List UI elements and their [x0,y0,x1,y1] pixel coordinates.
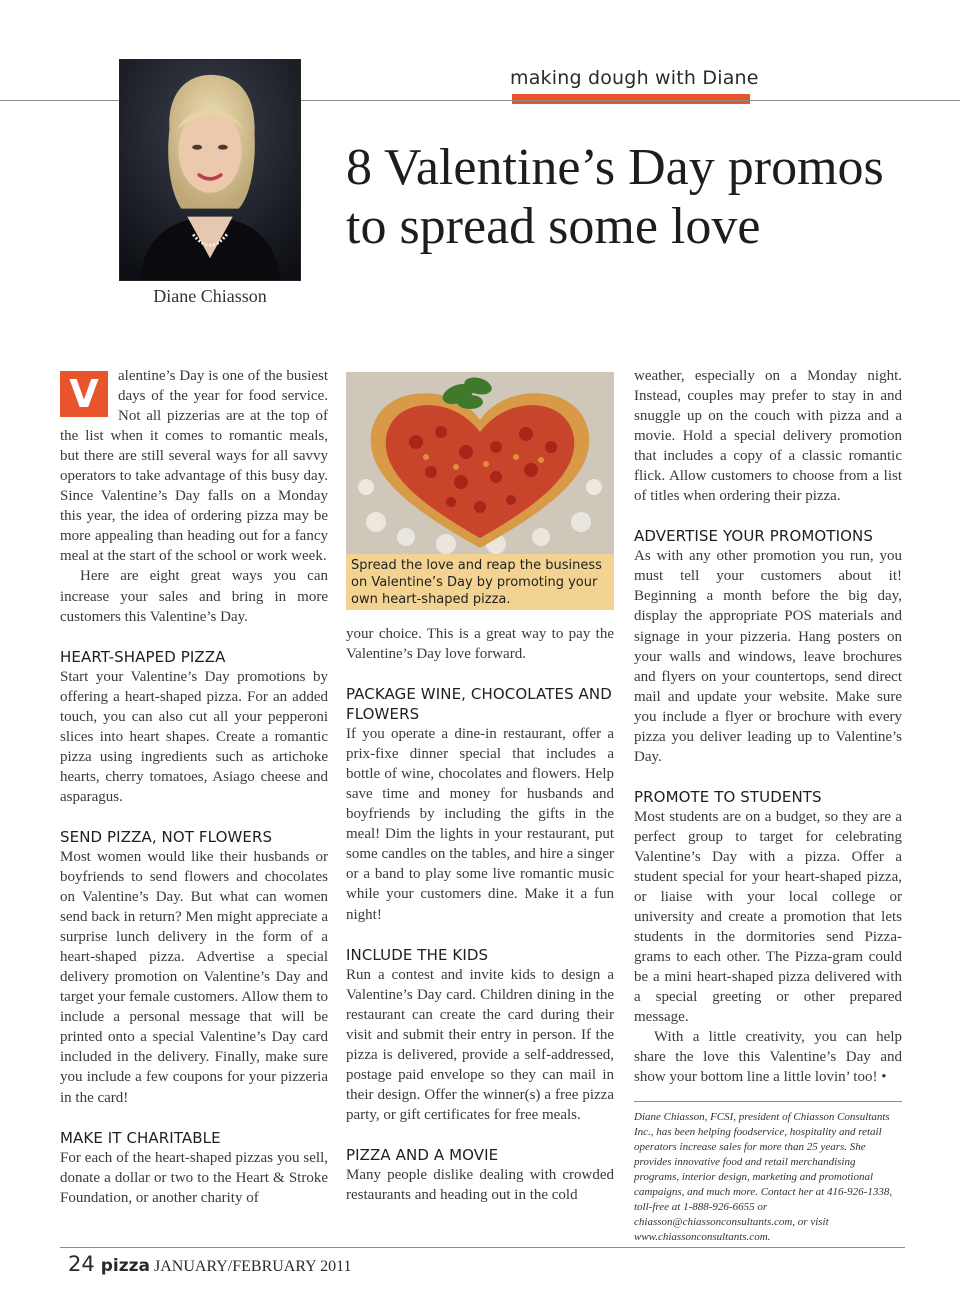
section-heading-heart-shaped-pizza: HEART-SHAPED PIZZA [60,647,226,666]
issue-date: JANUARY/FEBRUARY 2011 [154,1258,352,1275]
column-3 [634,366,902,1088]
author-bio: Diane Chiasson, FCSI, president of Chiasson Consultants Inc., has been helping foodservice, hospitality and retail operators increase sales for more than 25 years. She provides innovative food and retail merchandising programs, interior design, marketing and promotional campaigns, and much more. Contact her at 416-926-1338, toll-free at 1-888-926-6655 or chiasson@chiassonconsultants.com, or visit www.chiassonconsultants.com. [634,1111,893,1243]
column-2 [346,624,614,1205]
closing-paragraph: With a little creativity, you can help share the love this Valentine’s Day and show your bottom line a little lovin’ too! • [634,1029,902,1086]
column-tag: making dough with Diane [510,67,759,89]
section-body-make-it-charitable-cont: your choice. This is a great way to pay the Valentine’s Day love forward. [346,626,614,663]
photo-caption: Spread the love and reap the business on Valentine’s Day by promoting your own heart-shaped pizza. [346,554,614,610]
section-body-promote-to-students: Most students are on a budget, so they are a perfect group to target for celebrating Valentine’s Day with a pizza. Offer a student special for your heart-shaped pizza, or liaise with your local college or university and create a promotion that lets students in the dormitories send Pizza-grams to each other. The Pizza-gram could be a mini heart-shaped pizza delivered with a special greeting or other prepared message. [634,808,902,1026]
section-body-pizza-and-a-movie-cont: weather, especially on a Monday night. Instead, couples may prefer to stay in and snuggle up on the couch with pizza and a movie. Hold a special delivery promotion that includes a copy of a classic romantic flick. Allow customers to choose from a list of titles when ordering their pizza. [634,368,902,505]
bio-divider [634,1101,902,1102]
section-heading-include-the-kids: INCLUDE THE KIDS [346,945,489,964]
section-body-include-the-kids: Run a contest and invite kids to design a Valentine’s Day card. Children dining in the restaurant can create the card during their visit and submit their entry in person. If the pizza is delivered, provide a self-addressed, postage paid envelope so they can mail in their design. Offer the winner(s) a free pizza party, or gift certificates for free meals. [346,966,614,1123]
section-heading-promote-to-students: PROMOTE TO STUDENTS [634,787,822,806]
author-portrait [119,59,301,281]
footer-rule [60,1247,905,1248]
section-heading-make-it-charitable: MAKE IT CHARITABLE [60,1128,221,1147]
section-heading-pizza-and-a-movie: PIZZA AND A MOVIE [346,1145,499,1164]
page-number: 24 [68,1252,95,1276]
intro-text: alentine’s Day is one of the busiest days of the year for food service. Not all pizzerias are at the top of the list when it comes to romantic meals, but there are still several ways for all savvy operators to take advantage of this busy day. Since Valentine’s Day falls on a Monday this year, the idea of ordering pizza may be more appealing than heading out for a fancy meal at the start of the school or work week. [60,368,328,565]
section-body-pizza-and-a-movie: Many people dislike dealing with crowded restaurants and heading out in the cold [346,1166,614,1203]
section-body-send-pizza: Most women would like their husbands or boyfriends to send flowers and chocolates on Valentine’s Day. But what can women send back in return? Men might appreciate a surprise lunch delivery in the form of a heart-shaped pizza. Advertise a special delivery promotion on Valentine’s Day and target your female customers. Allow them to include a personal message that will be printed onto a special Valentine’s Day card included in the delivery. Finally, make sure you include a few coupons for your pizzeria in the card! [60,848,328,1106]
section-body-package-wine: If you operate a dine-in restaurant, offer a prix-fixe dinner special that includes a bottle of wine, chocolates and flowers. Help save time and money for husbands and boyfriends by including the gifts in the meal! Dim the lights in your restaurant, put some candles on the tables, and hire a singer or a band to play some live romantic music while your customers dine. Make it a fun night! [346,726,614,923]
section-heading-package-wine: PACKAGE WINE, CHOCOLATES AND FLOWERS [346,685,612,724]
section-body-make-it-charitable: For each of the heart-shaped pizzas you sell, donate a dollar or two to the Heart & Stroke Foundation, or another charity of [60,1149,328,1206]
page-footer [68,1252,352,1276]
intro-paragraph-2: Here are eight great ways you can increase your sales and bring in more customers this Valentine’s Day. [60,568,328,625]
section-heading-advertise: ADVERTISE YOUR PROMOTIONS [634,527,873,546]
magazine-name: pizza [100,1256,150,1276]
page-title: 8 Valentine’s Day promos to spread some love [346,139,884,255]
section-body-heart-shaped-pizza: Start your Valentine’s Day promotions by offering a heart-shaped pizza. For an added touch, you can also cut all your pepperoni slices into heart shapes. Create a romantic pizza using ingredients such as artichoke hearts, cherry tomatoes, Asiago cheese and asparagus. [60,668,328,805]
heart-pizza-photo [346,372,614,554]
intro-paragraph [60,366,328,566]
column-tag-bar [512,94,750,104]
column-1 [60,366,328,1208]
drop-cap: V [60,371,108,417]
section-heading-send-pizza: SEND PIZZA, NOT FLOWERS [60,827,273,846]
author-caption: Diane Chiasson [153,286,267,306]
section-body-advertise: As with any other promotion you run, you must tell your customers about it! Beginning a month before the big day, display the appropriate POS materials and signage in your pizzeria. Hang posters on your walls and windows, leave brochures and flyers on your countertops, send direct mail and update your website. Make sure you include a flyer or brochure with every pizza you deliver leading up to Valentine’s Day. [634,548,902,765]
